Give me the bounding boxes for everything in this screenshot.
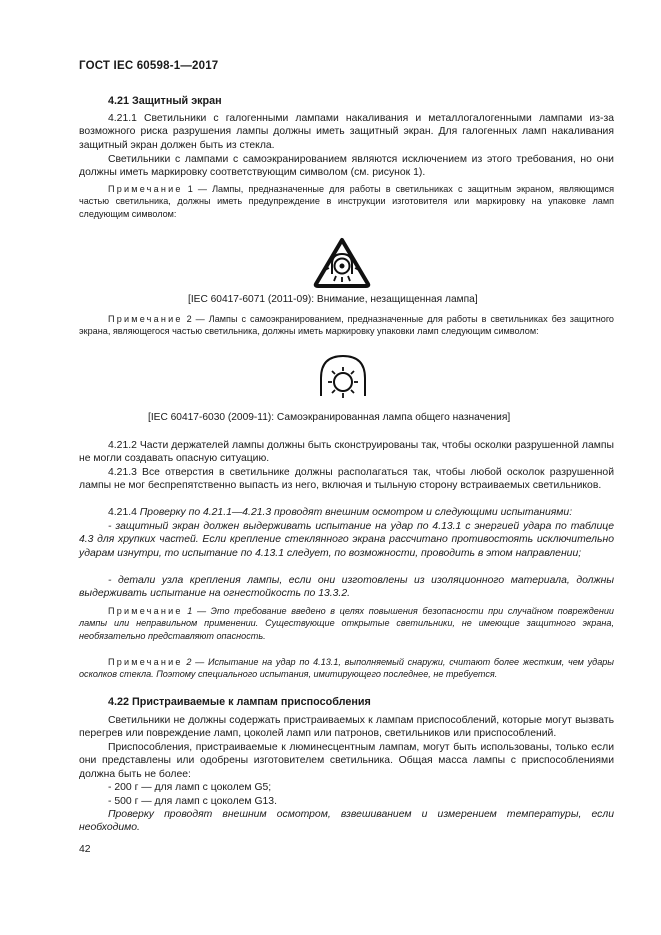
list-item-g13: - 500 г — для ламп с цоколем G13. — [108, 796, 277, 807]
note-text: 2 — Испытание на удар по 4.13.1, выполняемый снаружи, считают более жестким, чем удары осколков стекла. Поэтому специального испытания, имитирующего последнее, не требуется. — [79, 657, 614, 680]
self-shielded-lamp-icon — [312, 350, 374, 406]
note-text: 2 — Лампы с самоэкранированием, предназначенные для работы в светильниках без защитного экрана, являющегося частью светильника, должны иметь маркировку упаковки ламп следующим символом: — [79, 314, 614, 337]
clause-text: Проверку по 4.21.1—4.21.3 проводят внешним осмотром и следующими испытаниями: — [139, 507, 573, 518]
section-title-4-21: 4.21 Защитный экран — [108, 95, 222, 107]
test-item-fire-resistance: - детали узла крепления лампы, если они изготовлены из изоляционного материала, должны выдерживать испытание на огнестойкость по 13.3.2. — [79, 575, 614, 600]
note-4 — [79, 656, 614, 681]
paragraph-attachments: Светильники не должны содержать пристраиваемых к лампам приспособлений, которые могут вызвать перегрев или повреждение ламп, цоколей ламп или патронов, светильников или приспособлений. — [79, 715, 614, 740]
paragraph-4-21-2: 4.21.2 Части держателей лампы должны быть сконструированы так, чтобы осколки разрушенной лампы не могли создавать опасную ситуацию. — [79, 440, 614, 465]
paragraph-verification: Проверку проводят внешним осмотром, взвешиванием и измерением температуры, если необходимо. — [79, 809, 614, 834]
note-label: Примечание — [108, 314, 183, 324]
paragraph-self-shielded: Светильники с лампами с самоэкранированием являются исключением из этого требования, но они должны иметь маркировку соответствующим символом (см. рисунок 1). — [79, 154, 614, 179]
list-item-g5: - 200 г — для ламп с цоколем G5; — [108, 782, 272, 793]
note-label: Примечание — [108, 657, 183, 667]
paragraph-4-21-4 — [79, 506, 614, 519]
document-header: ГОСТ IEC 60598-1—2017 — [79, 60, 219, 72]
note-2 — [79, 313, 614, 338]
note-label: Примечание — [108, 184, 183, 194]
paragraph-4-21-3: 4.21.3 Все отверстия в светильнике должны располагаться так, чтобы любой осколок разрушенной лампы не мог беспрепятственно выпасть из него, включая и тыльную сторону встраиваемых светильников. — [79, 467, 614, 492]
clause-number: 4.21.4 — [108, 507, 140, 518]
note-label: Примечание — [108, 606, 183, 616]
note-3 — [79, 605, 614, 642]
symbol-caption-6030: [IEC 60417-6030 (2009-11): Самоэкранированная лампа общего назначения] — [148, 412, 511, 423]
paragraph-4-21-1: 4.21.1 Светильники с галогенными лампами накаливания и металлогалогенными лампами из-за возможного риска разрушения лампы должны иметь защитный экран. Для галогенных ламп накаливания защитный экран должен быть из стекла. — [79, 113, 614, 151]
note-1 — [79, 183, 614, 220]
unprotected-lamp-warning-icon — [312, 236, 372, 290]
note-text: 1 — Это требование введено в целях повышения безопасности при случайном повреждении лампы или неправильном применении. Существующие открытые светильники, не имеющие защитного экрана, необязательно представляют опасность. — [79, 606, 614, 641]
paragraph-fluorescent-attachments: Приспособления, пристраиваемые к люминесцентным лампам, могут быть использованы, только если они представлены или одобрены изготовителем светильника. Общая масса лампы с приспособлениями должна быть не более: — [79, 742, 614, 780]
page-number: 42 — [79, 844, 91, 855]
test-item-shield-impact: - защитный экран должен выдерживать испытание на удар по 4.13.1 с энергией удара по таблице 4.3 для хрупких частей. Если крепление стеклянного экрана рассчитано противостоять исключительно ударам изнутри, то испытание по 4.13.1 следует, по возможности, проводить в этом направлении; — [79, 521, 614, 559]
symbol-caption-6071: [IEC 60417-6071 (2011-09): Внимание, незащищенная лампа] — [188, 294, 478, 305]
note-text: 1 — Лампы, предназначенные для работы в светильниках с защитным экраном, являющимся частью светильника, должны иметь предупреждение в инструкции изготовителя или маркировку на упаковке ламп следующим символом: — [79, 184, 614, 219]
section-title-4-22: 4.22 Пристраиваемые к лампам приспособления — [108, 696, 371, 708]
